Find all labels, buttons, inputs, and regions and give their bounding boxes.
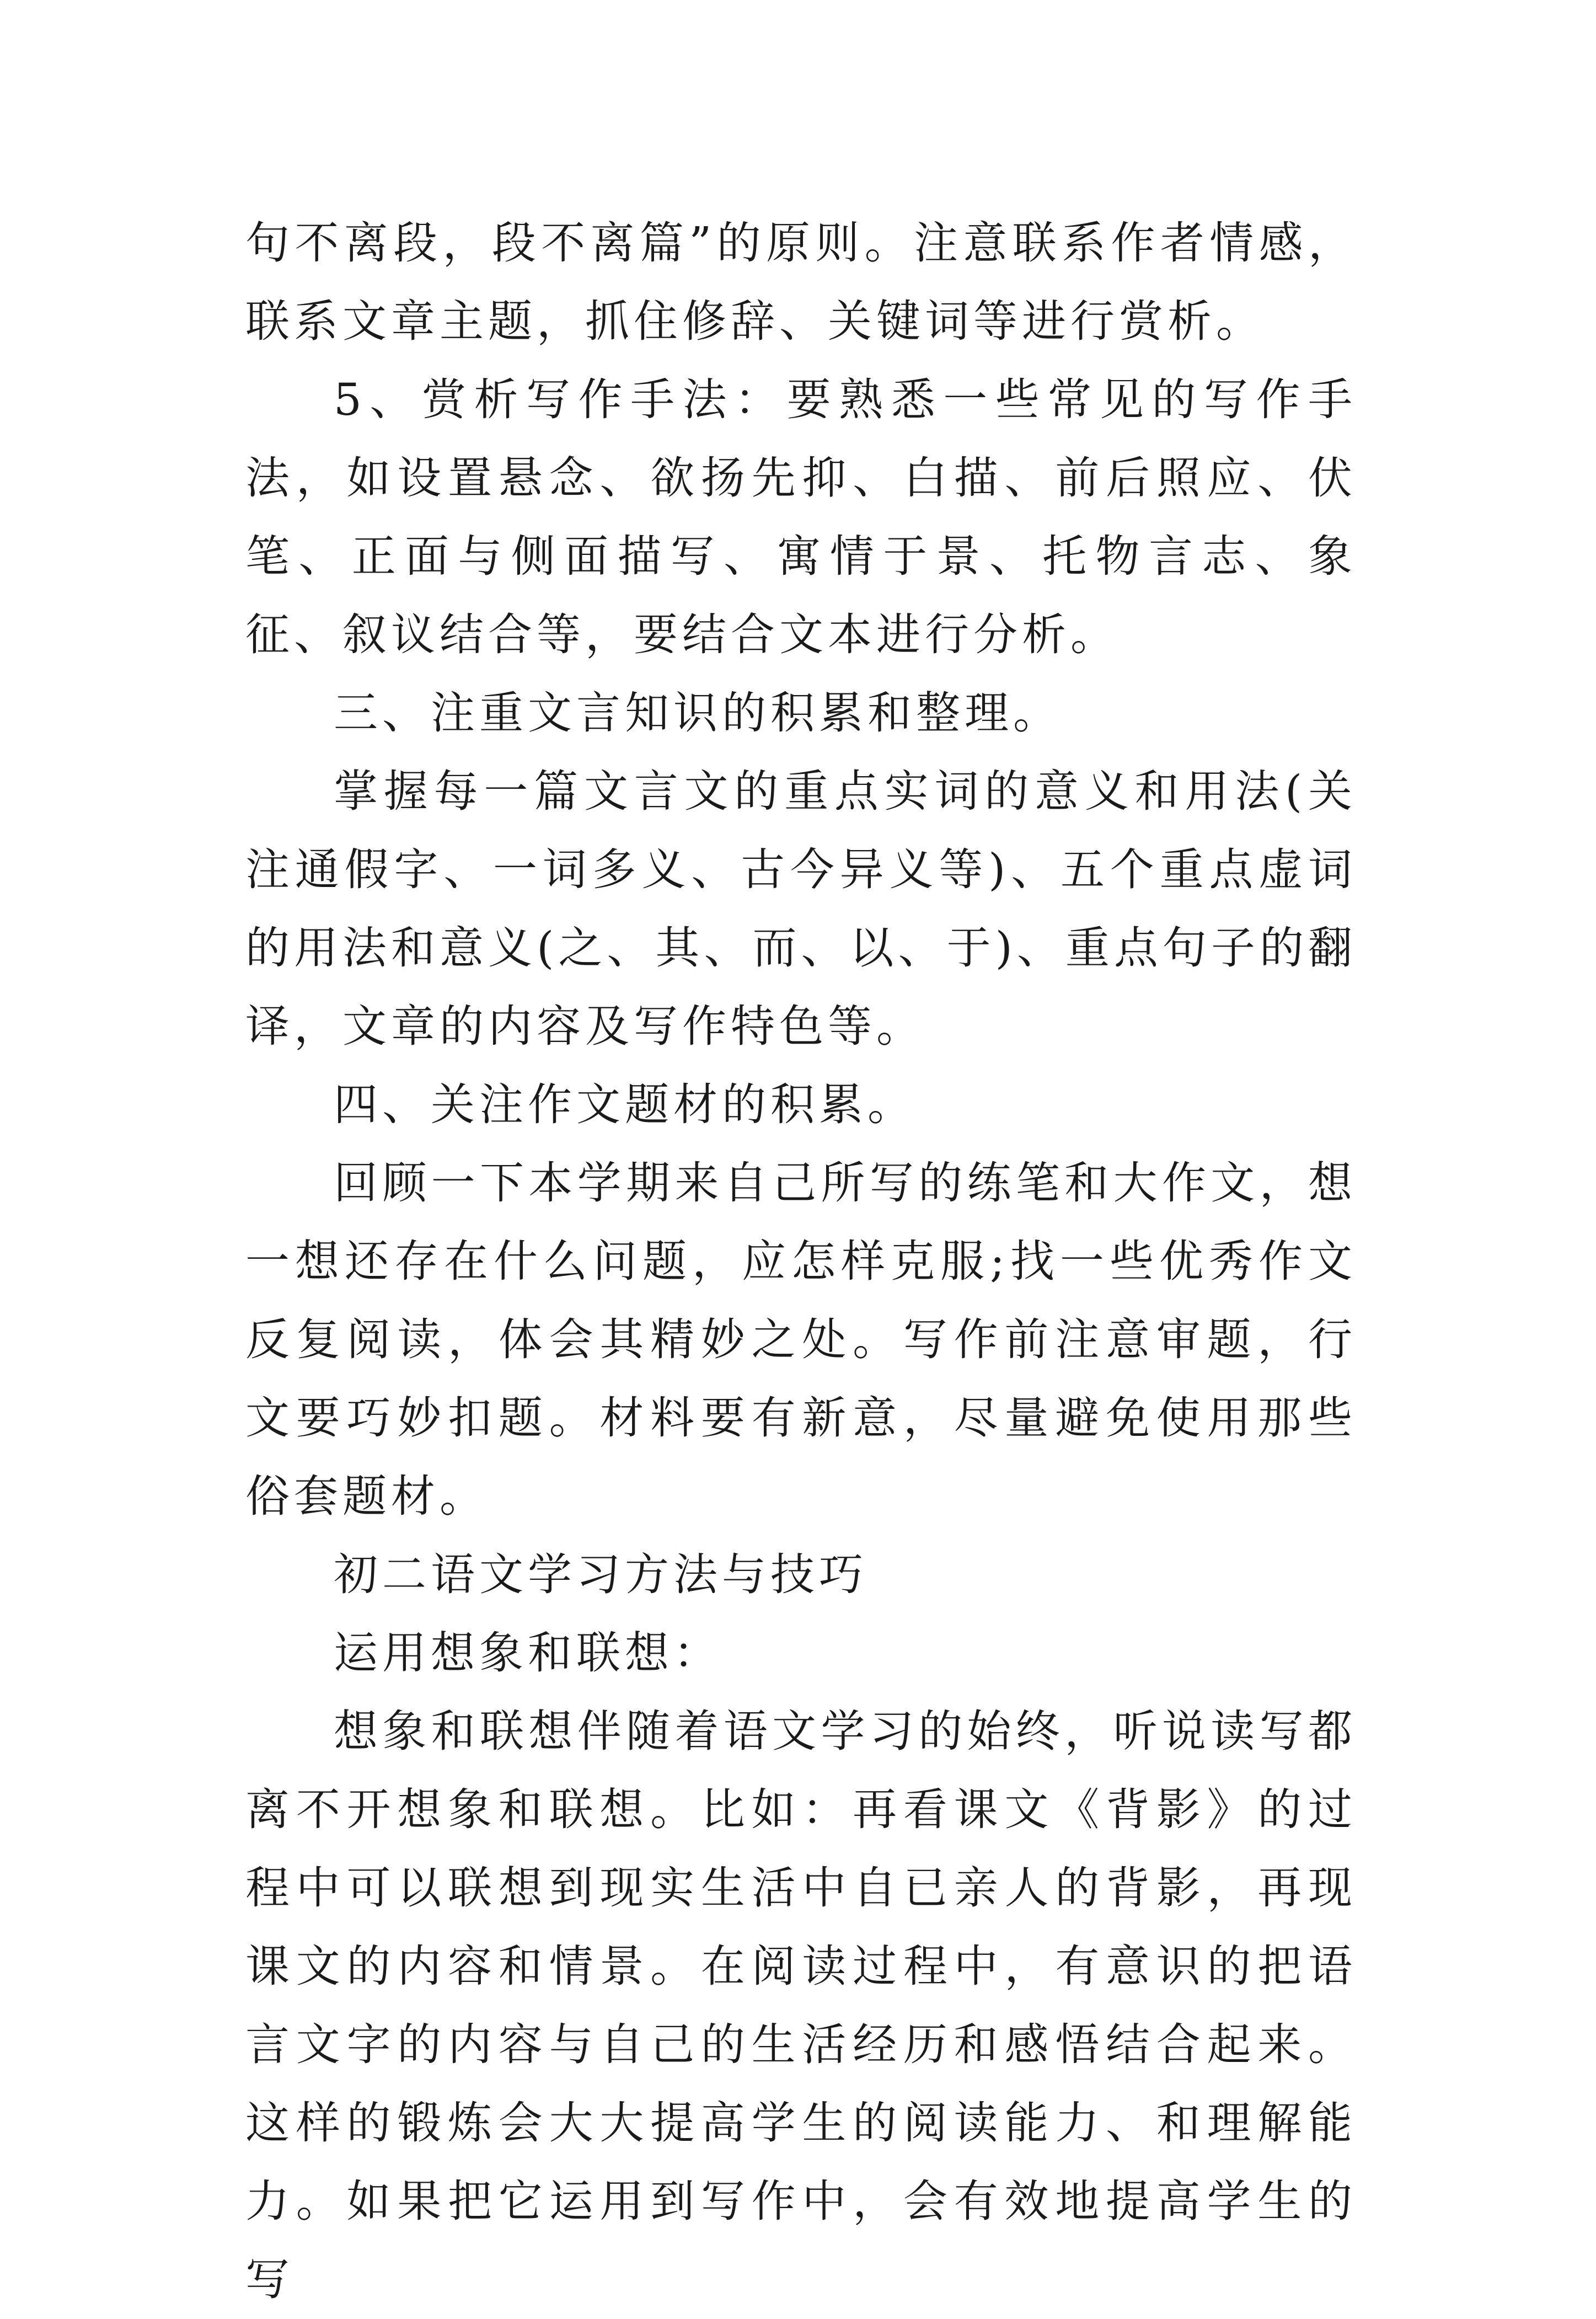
paragraph-imagination: 想象和联想伴随着语文学习的始终，听说读写都离不开想象和联想。比如：再看课文《背影》的过程中可以联想到现实生活中自已亲人的背影，再现课文的内容和情景。在阅读过程中，有意识的把语言文字的内容与自己的生活经历和感悟结合起来。这样的锻炼会大大提高学生的阅读能力、和理解能力。如果把它运用到写作中，会有效地提高学生的写 xyxy=(245,1706,1357,2305)
paragraph-continuation: 句不离段，段不离篇”的原则。注意联系作者情感，联系文章主题，抓住修辞、关键词等进行赏析。 xyxy=(245,217,1357,347)
section-heading-composition: 四、关注作文题材的积累。 xyxy=(334,1079,916,1130)
section-heading-classical-chinese: 三、注重文言知识的积累和整理。 xyxy=(334,687,1062,739)
document-body xyxy=(245,204,1357,2319)
section-heading-study-methods: 初二语文学习方法与技巧 xyxy=(334,1549,867,1600)
subheading-imagination: 运用想象和联想： xyxy=(334,1627,722,1679)
paragraph-classical-chinese: 掌握每一篇文言文的重点实词的意义和用法(关注通假字、一词多义、古今异义等)、五个重点虚词的用法和意义(之、其、而、以、于)、重点句子的翻译，文章的内容及写作特色等。 xyxy=(245,766,1357,1052)
paragraph-writing-techniques: 5、赏析写作手法：要熟悉一些常见的写作手法，如设置悬念、欲扬先抑、白描、前后照应、伏笔、正面与侧面描写、寓情于景、托物言志、象征、叙议结合等，要结合文本进行分析。 xyxy=(245,374,1357,660)
paragraph-composition: 回顾一下本学期来自己所写的练笔和大作文，想一想还存在什么问题，应怎样克服;找一些优秀作文反复阅读，体会其精妙之处。写作前注意审题，行文要巧妙扣题。材料要有新意，尽量避免使用那些俗套题材。 xyxy=(245,1157,1357,1522)
